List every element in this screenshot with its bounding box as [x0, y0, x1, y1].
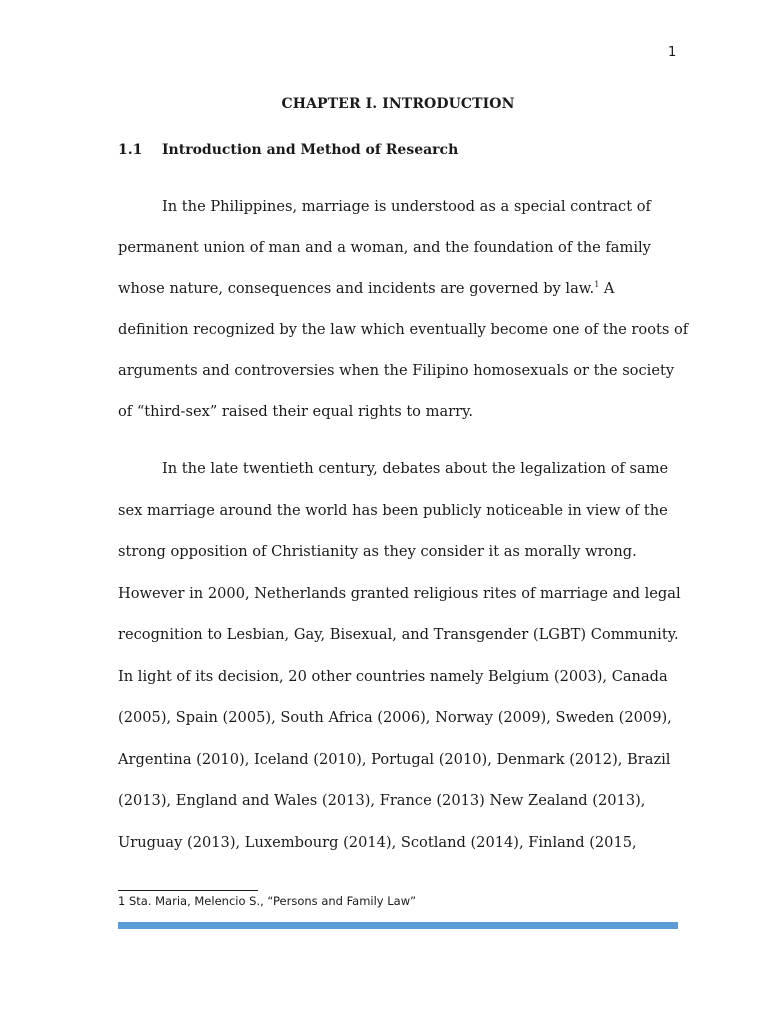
chapter-title: CHAPTER I. INTRODUCTION — [281, 96, 515, 112]
paragraph-line: Argentina (2010), Iceland (2010), Portugal (2010), Denmark (2012), Brazil — [118, 750, 671, 768]
paragraph-line: arguments and controversies when the Filipino homosexuals or the society — [118, 362, 675, 379]
paragraph-line-tail: A — [599, 280, 615, 297]
footnote-separator — [118, 890, 258, 891]
section-heading — [118, 142, 458, 158]
paragraph-line: (2005), Spain (2005), South Africa (2006), Norway (2009), Sweden (2009), — [118, 709, 672, 726]
paragraph-line-with-footnote — [118, 280, 614, 297]
section-title: Introduction and Method of Research — [162, 142, 459, 158]
paragraph-line: In the late twentieth century, debates about the legalization of same — [162, 460, 669, 477]
paragraph-line: definition recognized by the law which eventually become one of the roots of — [118, 321, 689, 338]
paragraph-line: of “third-sex” raised their equal rights to marry. — [118, 403, 474, 420]
paragraph-line: recognition to Lesbian, Gay, Bisexual, and Transgender (LGBT) Community. — [118, 626, 679, 643]
paragraph-line: strong opposition of Christianity as they consider it as morally wrong. — [118, 543, 637, 560]
paragraph-line: However in 2000, Netherlands granted religious rites of marriage and legal — [118, 584, 681, 602]
paragraph-line-text: whose nature, consequences and incidents are governed by law. — [118, 280, 595, 297]
paragraph-line: In light of its decision, 20 other countries namely Belgium (2003), Canada — [118, 667, 668, 685]
footer-bar — [118, 922, 678, 929]
paragraph-line: sex marriage around the world has been publicly noticeable in view of the — [118, 501, 668, 519]
paragraph-line: In the Philippines, marriage is understood as a special contract of — [162, 198, 651, 215]
paragraph-line: (2013), England and Wales (2013), France (2013) New Zealand (2013), — [118, 792, 646, 809]
section-number: 1.1 — [118, 142, 143, 158]
paragraph-line: Uruguay (2013), Luxembourg (2014), Scotland (2014), Finland (2015, — [118, 833, 637, 851]
footnote-reference[interactable]: 1 — [594, 280, 600, 289]
paragraph-line: permanent union of man and a woman, and the foundation of the family — [118, 239, 651, 256]
footnote: 1 Sta. Maria, Melencio S., “Persons and Family Law” — [118, 894, 417, 908]
page-number: 1 — [668, 45, 677, 60]
